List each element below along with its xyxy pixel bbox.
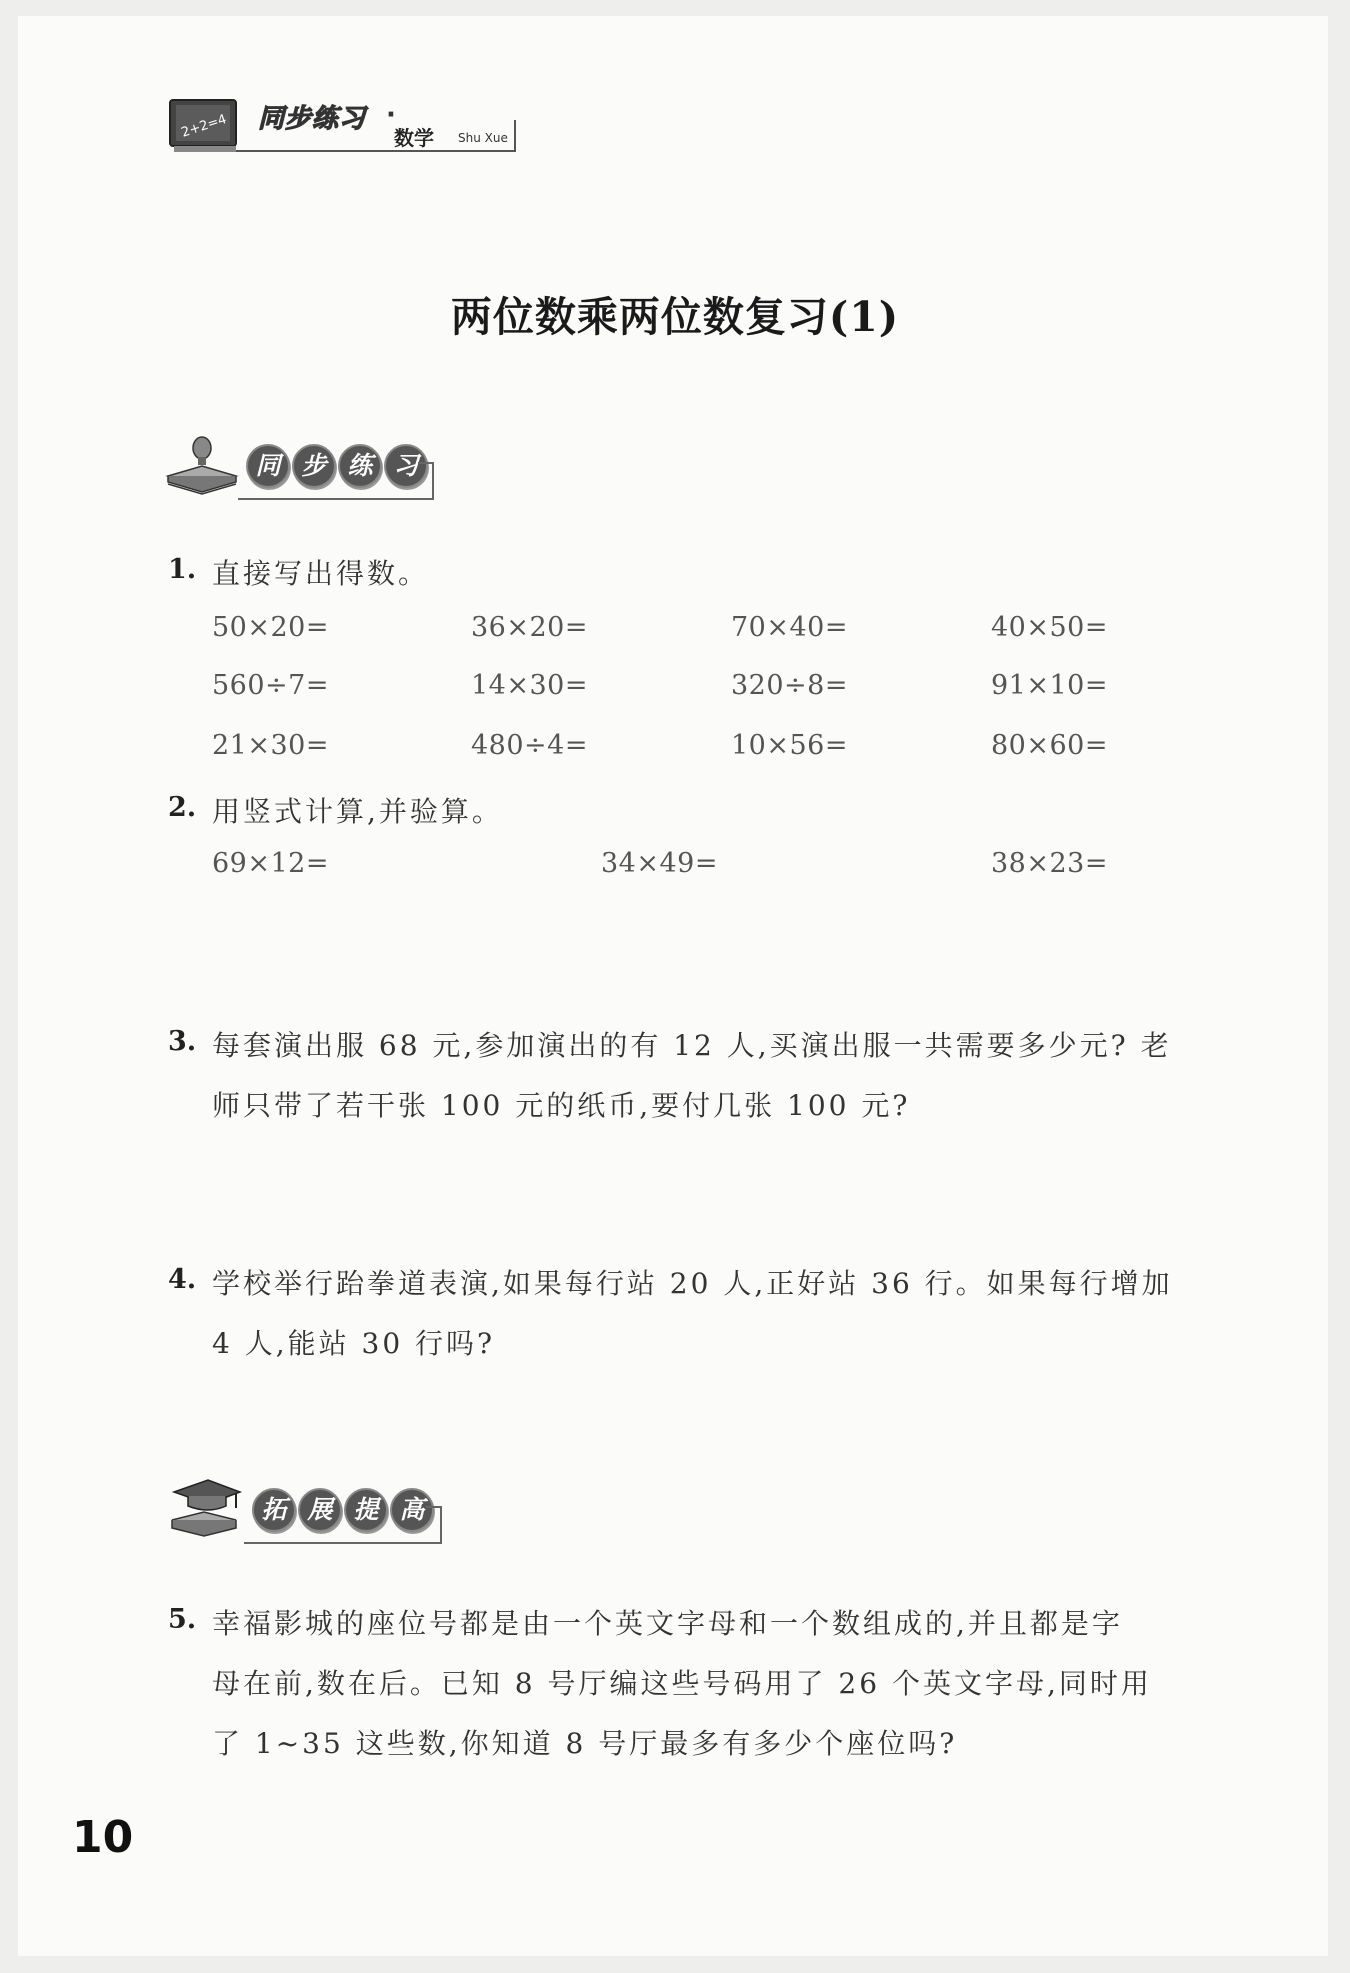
header-subject: 数学 bbox=[394, 126, 434, 150]
section-chip: 习 bbox=[384, 444, 428, 488]
question-number: 1. bbox=[168, 554, 197, 585]
question-text: 幸福影城的座位号都是由一个英文字母和一个数组成的,并且都是字 bbox=[212, 1607, 1123, 1640]
expression: 40×50= bbox=[991, 612, 1108, 643]
header-dot: · bbox=[386, 100, 396, 130]
graduation-cap-books-icon bbox=[164, 1472, 244, 1542]
question-number: 3. bbox=[168, 1026, 197, 1057]
expression: 36×20= bbox=[471, 612, 588, 643]
question-text: 了 1~35 这些数,你知道 8 号厅最多有多少个座位吗? bbox=[212, 1727, 958, 1760]
header-pinyin: Shu Xue bbox=[458, 131, 508, 145]
header-series-title: 同步练习 bbox=[258, 104, 367, 134]
section-label-tuozhan bbox=[252, 1488, 436, 1532]
expression: 560÷7= bbox=[212, 670, 329, 701]
page-number: 10 bbox=[72, 1812, 134, 1863]
section-label-tongbu bbox=[246, 444, 430, 488]
section-frame bbox=[432, 462, 434, 500]
blackboard-icon bbox=[168, 94, 242, 154]
books-bulb-icon bbox=[162, 428, 242, 498]
section-chip: 拓 bbox=[252, 1488, 296, 1532]
section-chip: 步 bbox=[292, 444, 336, 488]
section-chip: 同 bbox=[246, 444, 290, 488]
question-text: 学校举行跆拳道表演,如果每行站 20 人,正好站 36 行。如果每行增加 bbox=[212, 1267, 1173, 1300]
section-frame bbox=[238, 498, 434, 500]
expression: 34×49= bbox=[601, 848, 718, 879]
expression: 14×30= bbox=[471, 670, 588, 701]
expression: 480÷4= bbox=[471, 730, 588, 761]
question-text: 直接写出得数。 bbox=[212, 557, 430, 590]
expression: 320÷8= bbox=[731, 670, 848, 701]
question-text: 师只带了若干张 100 元的纸币,要付几张 100 元? bbox=[212, 1089, 911, 1122]
question-number: 2. bbox=[168, 792, 197, 823]
section-frame bbox=[418, 462, 434, 464]
expression: 80×60= bbox=[991, 730, 1108, 761]
expression: 50×20= bbox=[212, 612, 329, 643]
question-text: 每套演出服 68 元,参加演出的有 12 人,买演出服一共需要多少元? 老 bbox=[212, 1029, 1172, 1062]
expression: 70×40= bbox=[731, 612, 848, 643]
page-title: 两位数乘两位数复习(1) bbox=[450, 293, 900, 341]
question-number: 5. bbox=[168, 1604, 197, 1635]
section-frame bbox=[440, 1506, 442, 1544]
expression: 69×12= bbox=[212, 848, 329, 879]
question-text: 母在前,数在后。已知 8 号厅编这些号码用了 26 个英文字母,同时用 bbox=[212, 1667, 1152, 1700]
section-chip: 展 bbox=[298, 1488, 342, 1532]
expression: 38×23= bbox=[991, 848, 1108, 879]
header-rule-end bbox=[514, 120, 516, 152]
section-frame bbox=[244, 1542, 442, 1544]
header-rule bbox=[236, 150, 516, 152]
section-frame bbox=[426, 1506, 442, 1508]
question-text: 4 人,能站 30 行吗? bbox=[212, 1327, 496, 1360]
question-text: 用竖式计算,并验算。 bbox=[212, 795, 503, 828]
section-chip: 提 bbox=[344, 1488, 388, 1532]
question-number: 4. bbox=[168, 1264, 197, 1295]
expression: 10×56= bbox=[731, 730, 848, 761]
section-chip: 练 bbox=[338, 444, 382, 488]
section-chip: 高 bbox=[390, 1488, 434, 1532]
expression: 91×10= bbox=[991, 670, 1108, 701]
board-text: 2+2=4 bbox=[179, 111, 229, 141]
expression: 21×30= bbox=[212, 730, 329, 761]
